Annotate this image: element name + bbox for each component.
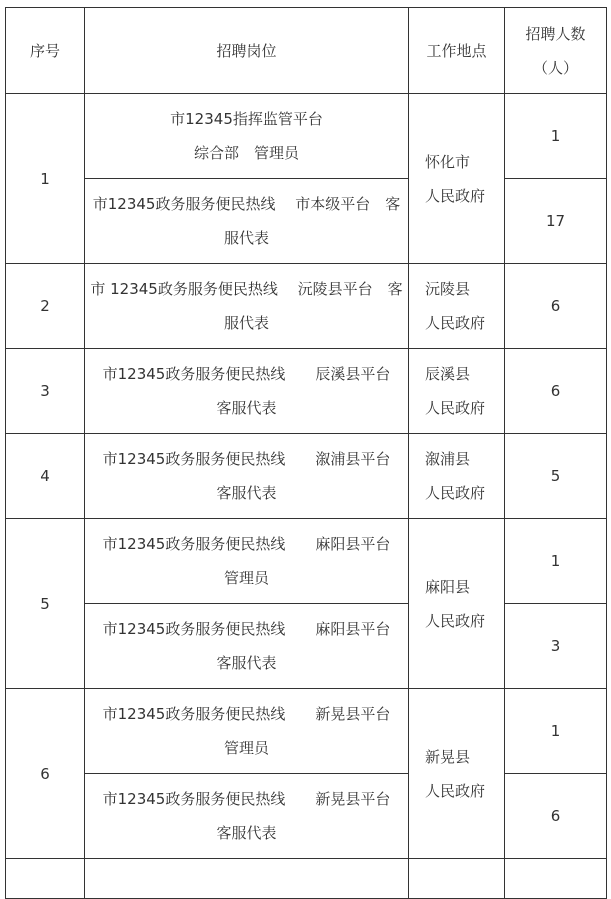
location-cell [409, 94, 505, 264]
position-line: 市12345政务服务便民热线 麻阳县平台 [102, 535, 391, 553]
position-line: 客服代表 [216, 484, 277, 502]
position-line: 客服代表 [216, 399, 277, 417]
table-row [6, 604, 607, 689]
row-index: 6 [6, 689, 85, 859]
table-row [6, 859, 607, 899]
position-line: 市12345政务服务便民热线 辰溪县平台 [102, 365, 391, 383]
table-row [6, 774, 607, 859]
position-line: 客服代表 [216, 824, 277, 842]
location-cell [409, 264, 505, 349]
position-cell [85, 689, 409, 774]
row-index: 1 [6, 94, 85, 264]
row-index [6, 859, 85, 899]
position-cell [85, 349, 409, 434]
position-line: 服代表 [223, 229, 269, 247]
count-cell: 17 [505, 179, 607, 264]
location-cell [409, 434, 505, 519]
table-row [6, 179, 607, 264]
count-cell [505, 859, 607, 899]
location-cell [409, 689, 505, 859]
position-line: 市12345政务服务便民热线 麻阳县平台 [102, 620, 391, 638]
count-cell: 1 [505, 519, 607, 604]
position-line: 市12345政务服务便民热线 市本级平台 客 [92, 195, 401, 213]
location-cell [409, 859, 505, 899]
location-line: 人民政府 [425, 186, 486, 205]
position-line: 管理员 [223, 569, 269, 587]
header-count-unit: （人） [532, 58, 578, 77]
position-line: 客服代表 [216, 654, 277, 672]
location-line: 溆浦县 [425, 450, 471, 468]
location-line: 麻阳县 [425, 577, 471, 596]
location-line: 人民政府 [425, 314, 486, 332]
location-line: 辰溪县 [425, 365, 471, 383]
recruitment-table [5, 7, 607, 899]
header-count [505, 8, 607, 94]
table-row [6, 434, 607, 519]
position-line: 市 12345政务服务便民热线 沅陵县平台 客 [90, 280, 403, 298]
count-cell: 6 [505, 349, 607, 434]
count-cell: 6 [505, 264, 607, 349]
count-cell: 6 [505, 774, 607, 859]
table-row [6, 349, 607, 434]
position-cell [85, 604, 409, 689]
table-row [6, 264, 607, 349]
row-index: 4 [6, 434, 85, 519]
position-line: 市12345政务服务便民热线 新晃县平台 [102, 705, 391, 723]
table-row [6, 689, 607, 774]
row-index: 2 [6, 264, 85, 349]
row-index: 3 [6, 349, 85, 434]
position-cell [85, 774, 409, 859]
position-line: 综合部 管理员 [193, 144, 299, 162]
location-line: 人民政府 [425, 484, 486, 502]
location-line: 人民政府 [425, 611, 486, 630]
position-cell [85, 94, 409, 179]
count-cell: 1 [505, 689, 607, 774]
position-line: 管理员 [223, 739, 269, 757]
count-cell: 5 [505, 434, 607, 519]
header-position: 招聘岗位 [85, 8, 409, 94]
position-line: 市12345政务服务便民热线 新晃县平台 [102, 790, 391, 808]
position-cell [85, 859, 409, 899]
position-cell [85, 434, 409, 519]
header-index: 序号 [6, 8, 85, 94]
location-line: 人民政府 [425, 781, 486, 800]
header-count-line: 招聘人数 [525, 24, 586, 43]
location-line: 沅陵县 [425, 280, 471, 298]
position-line: 服代表 [223, 314, 269, 332]
table-row [6, 519, 607, 604]
location-line: 怀化市 [425, 152, 471, 171]
position-cell [85, 519, 409, 604]
header-location: 工作地点 [409, 8, 505, 94]
location-line: 人民政府 [425, 399, 486, 417]
count-cell: 3 [505, 604, 607, 689]
count-cell: 1 [505, 94, 607, 179]
position-cell [85, 179, 409, 264]
location-cell [409, 519, 505, 689]
table-row [6, 94, 607, 179]
position-cell [85, 264, 409, 349]
location-cell [409, 349, 505, 434]
table-header-row [6, 8, 607, 94]
position-line: 市12345政务服务便民热线 溆浦县平台 [102, 450, 391, 468]
row-index: 5 [6, 519, 85, 689]
position-line: 市12345指挥监管平台 [170, 110, 323, 128]
location-line: 新晃县 [425, 747, 471, 766]
